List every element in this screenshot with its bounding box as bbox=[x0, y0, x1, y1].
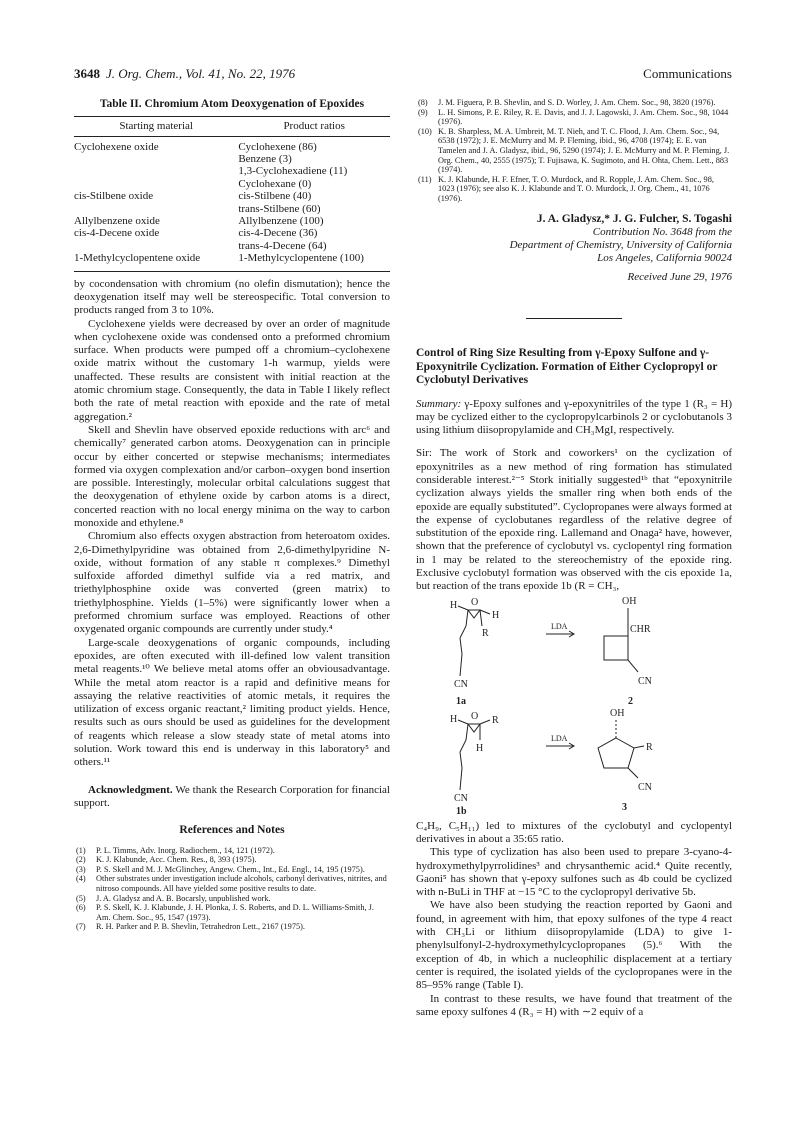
table-row bbox=[74, 203, 390, 215]
product-ratio-cell: cis-4-Decene (36) bbox=[238, 227, 318, 240]
arrow-2 bbox=[546, 734, 574, 749]
received-date: Received June 29, 1976 bbox=[627, 270, 732, 283]
reference-item bbox=[74, 846, 390, 856]
start-material-cell bbox=[74, 153, 238, 165]
section-divider bbox=[526, 318, 622, 319]
references-list-right bbox=[416, 98, 732, 204]
2-CHR: CHR bbox=[630, 623, 651, 635]
reference-number: (2) bbox=[76, 855, 86, 865]
1b-O: O bbox=[471, 710, 479, 722]
1a-O: O bbox=[471, 596, 479, 608]
reference-text: L. H. Simons, P. E. Riley, R. E. Davis, and J. J. Lagowski, J. Am. Chem. Soc., 98, 1044 (1976). bbox=[438, 107, 729, 127]
reference-number: (11) bbox=[418, 174, 432, 184]
paragraph: Large-scale deoxygenations of organic compounds, including epoxides, are often executed with ill-defined low valent transition metal reagents.¹⁰ We believe metal atoms offer an obviousadvantage. While the metal atom reactor is a rapid and definitive means for assaying the relative reactivities of atomic metals, it requires the utilization of excess organic reactant,² limiting product yields. Hence, results such as ours should be used as guidelines for the development of reagents which release a slow steady state of metal atoms into solution. Work toward this end is underway in this laboratory⁵ and others.¹¹ bbox=[74, 636, 390, 769]
1a-H-left: H bbox=[450, 599, 458, 611]
table-row bbox=[74, 215, 390, 227]
reference-text: R. H. Parker and P. B. Shevlin, Tetrahedron Lett., 2167 (1975). bbox=[96, 922, 305, 932]
arrow-1 bbox=[546, 622, 574, 637]
paragraph: Sir: The work of Stork and coworkers¹ on the cyclization of epoxynitriles as a new method of ring formation has stimulated considerable interest.²⁻⁵ Stork initially suggested¹ᵇ that “epoxynitrile cyclization always yields the smaller ring when both ends of the epoxide are equally substituted”. Cyclopropanes were always formed at the expense of cyclobutanes regardless of the relative degree of substitution of the epoxide ring. Lallemand and Onaga² have, however, shown that the preference of cyclobutyl vs. cyclopentyl ring formation in 1 may be related to the stereochemistry of the epoxide ring. Exclusive cyclobutyl formation was observed with the cis epoxide 1a, but reaction of the trans epoxide 1b (R = CH₃, bbox=[416, 447, 732, 593]
reaction-scheme bbox=[416, 596, 732, 816]
reagent-lda-1: LDA bbox=[551, 621, 568, 631]
1a-H-right: H bbox=[492, 609, 500, 621]
reference-item bbox=[74, 922, 390, 932]
table-row bbox=[74, 136, 390, 153]
compound-1a bbox=[450, 597, 499, 707]
product-ratio-cell: trans-4-Decene (64) bbox=[238, 239, 327, 252]
right-column bbox=[416, 98, 732, 1019]
left-body-text bbox=[74, 278, 390, 770]
reference-number: (5) bbox=[76, 893, 86, 903]
product-ratio-cell: cis-Stilbene (40) bbox=[238, 190, 312, 203]
page-header bbox=[74, 66, 732, 84]
table-row bbox=[74, 165, 390, 177]
table-header-product: Product ratios bbox=[238, 117, 390, 136]
section-label: Communications bbox=[643, 66, 732, 81]
reference-item bbox=[416, 98, 732, 108]
product-ratio-cell: Cyclohexane (0) bbox=[238, 177, 312, 190]
reference-text: K. J. Klabunde, H. F. Efner, T. O. Murdock, and R. Ropple, J. Am. Chem. Soc., 98, 1023 (1976); see also K. J. Klabunde and T. O. Murdock, J. Org. Chem., 41, 1076 (1976). bbox=[438, 174, 714, 203]
journal-citation: J. Org. Chem., Vol. 41, No. 22, 1976 bbox=[106, 66, 296, 81]
table-row bbox=[74, 240, 390, 252]
paragraph: Skell and Shevlin have observed epoxide reductions with arc⁶ and chemically⁷ generated carbon atoms. Deoxygenation can in principle occur by either concerted or stepwise mechanisms; intermediates formed via oxygen complexation and/or carbon–oxygen bond insertion are possible. Interestingly, molecular orbital calculations suggest that the deoxygenation of ethylene oxide by carbon atoms is a direct, concerted reaction with no local energy minima on the way to carbon monoxide and ethylene.⁸ bbox=[74, 423, 390, 529]
affiliation-line-1: Contribution No. 3648 from the bbox=[592, 225, 732, 238]
data-table bbox=[74, 116, 390, 264]
right-body-text-b bbox=[416, 820, 732, 1019]
paragraph: This type of cyclization has also been used to prepare 3-cyano-4-hydroxymethylpyrrolidines³ and chrysanthemic acid.⁴ Quite recently, Gaoni⁵ has shown that γ-epoxy sulfones such as 4b could be cyclized with n-BuLi in THF at −15 °C to the cyclopropyl derivative 5b. bbox=[416, 846, 732, 899]
start-material-cell: cis-Stilbene oxide bbox=[74, 190, 154, 203]
acknowledgment: Acknowledgment. We thank the Research Corporation for financial support. bbox=[74, 783, 390, 809]
paragraph: Chromium also effects oxygen abstraction from heteroatom oxides. 2,6-Dimethylpyridine was obtained from 2,6-dimethylpyridine N-oxide, without formation of any stable π complexes.⁹ Dimethyl sulfoxide afforded dimethyl sulfide via a red matrix, and triethylphosphine oxide was converted (green matrix) to triethylphosphine. Yields (1–5%) were significantly lower when a preformed chromium surface was employed. Reactions of other oxygenated organic compounds are currently under study.⁴ bbox=[74, 530, 390, 636]
compound-1b bbox=[450, 711, 499, 816]
reference-text: J. A. Gladysz and A. B. Bocarsly, unpublished work. bbox=[96, 893, 271, 903]
start-material-cell: Allylbenzene oxide bbox=[74, 215, 160, 228]
affiliation-line-2: Department of Chemistry, University of California bbox=[509, 239, 732, 252]
label-3: 3 bbox=[622, 801, 627, 813]
start-material-cell bbox=[74, 240, 238, 252]
start-material-cell bbox=[74, 203, 238, 215]
2-OH: OH bbox=[622, 595, 637, 607]
1b-H: H bbox=[450, 713, 458, 725]
reference-text: P. S. Skell, K. J. Klabunde, J. H. Plonka, J. S. Roberts, and D. L. Williams-Smith, J. Am. Chem. Soc., 95, 1547 (1973). bbox=[96, 903, 374, 922]
1b-CN: CN bbox=[454, 792, 468, 804]
paragraph: by cocondensation with chromium (no olefin dismutation); hence the deoxygenation itself may well be stereospecific. Total conversion to products ranged from 3 to 10%. bbox=[74, 277, 390, 317]
references-title: References and Notes bbox=[179, 824, 285, 837]
references-list-left bbox=[74, 846, 390, 932]
reference-item bbox=[74, 855, 390, 865]
table-row bbox=[74, 153, 390, 165]
reference-number: (10) bbox=[418, 126, 432, 136]
reference-number: (8) bbox=[418, 98, 428, 107]
reference-text: K. B. Sharpless, M. A. Umbreit, M. T. Nieh, and T. C. Flood, J. Am. Chem. Soc., 94, 6538 (1972); J. E. McMurry and M. P. Fleming, ibid., 96, 4708 (1974); E. E. van Tamelen and J. A. Gladysz, ibid., 96, 5290 (1974); J. E. McMurry and M. P. Fleming, J. Org. Chem., 40, 2555 (1975); T. Fujisawa, K. Sugimoto, and H. Ohta, Chem. Lett., 883 (1974). bbox=[438, 126, 730, 175]
reference-text: P. S. Skell and M. J. McGlinchey, Angew. Chem., Int., Ed. Engl., 14, 195 (1975). bbox=[96, 864, 365, 874]
product-ratio-cell: 1-Methylcyclopentene (100) bbox=[238, 252, 364, 265]
1b-H-lower: H bbox=[476, 742, 484, 754]
right-body-text-a bbox=[416, 447, 732, 593]
table-row bbox=[74, 252, 390, 264]
start-material-cell bbox=[74, 165, 238, 177]
product-ratio-cell: trans-Stilbene (60) bbox=[238, 202, 321, 215]
paragraph: We have also been studying the reaction reported by Gaoni and found, in agreement with him, that epoxy sulfones of the type 4 react with CH₃Li or lithium diisopropylamide (LDA) to give 1-phenylsulfonyl-2-hydroxymethylcyclopropanes (5).⁶ With the exception of 4b, in which a nucleophilic displacement at a tertiary center is required, the isolated yields of the cyclopropanes were in the 85–95% range (Table I). bbox=[416, 899, 732, 992]
compound-3 bbox=[598, 708, 653, 813]
scheme-drawing bbox=[416, 596, 732, 816]
paragraph: C₄H₉, C₅H₁₁) led to mixtures of the cyclobutyl and cyclopentyl derivatives in about a 35:65 ratio. bbox=[416, 819, 732, 845]
reference-number: (1) bbox=[76, 845, 86, 855]
summary: Summary: γ-Epoxy sulfones and γ-epoxynitriles of the type 1 (R₃ = H) may be cyclized either to the cyclopropylcarbinols 2 or cyclobutanols 3 using lithium diisopropylamide and CH₃MgI, respectively. bbox=[416, 397, 732, 437]
reference-item bbox=[74, 903, 390, 922]
reference-item bbox=[74, 874, 390, 893]
reference-item bbox=[416, 108, 732, 127]
reference-item bbox=[74, 894, 390, 904]
reference-number: (7) bbox=[76, 922, 86, 932]
start-material-cell bbox=[74, 178, 238, 190]
product-ratio-cell: Cyclohexene (86) bbox=[238, 140, 317, 153]
2-CN: CN bbox=[638, 675, 652, 687]
reference-text: J. M. Figuera, P. B. Shevlin, and S. D. Worley, J. Am. Chem. Soc., 98, 3820 (1976). bbox=[438, 98, 716, 107]
start-material-cell: 1-Methylcyclopentene oxide bbox=[74, 252, 201, 265]
table-row bbox=[74, 178, 390, 190]
reference-number: (4) bbox=[76, 874, 86, 884]
3-OH: OH bbox=[610, 707, 625, 719]
reference-number: (3) bbox=[76, 864, 86, 874]
1b-R: R bbox=[492, 714, 499, 726]
table-caption: Table II. Chromium Atom Deoxygenation of Epoxides bbox=[99, 98, 365, 110]
reagent-lda-2: LDA bbox=[551, 733, 568, 743]
1a-R: R bbox=[482, 627, 489, 639]
compound-2 bbox=[604, 596, 652, 707]
table-bottom-rule bbox=[74, 265, 390, 272]
label-1b: 1b bbox=[456, 805, 467, 816]
start-material-cell: cis-4-Decene oxide bbox=[74, 227, 160, 240]
3-CN: CN bbox=[638, 781, 652, 793]
reference-text: K. J. Klabunde, Acc. Chem. Res., 8, 393 (1975). bbox=[96, 855, 257, 865]
reference-item bbox=[74, 865, 390, 875]
start-material-cell: Cyclohexene oxide bbox=[74, 140, 159, 153]
reference-number: (6) bbox=[76, 903, 86, 913]
table-row bbox=[74, 227, 390, 239]
table-header-start: Starting material bbox=[74, 117, 238, 136]
reference-item bbox=[416, 127, 732, 175]
product-ratio-cell: 1,3-Cyclohexadiene (11) bbox=[238, 165, 348, 178]
3-R: R bbox=[646, 741, 653, 753]
product-ratio-cell: Benzene (3) bbox=[238, 153, 292, 165]
affiliation-line-3: Los Angeles, California 90024 bbox=[597, 252, 732, 265]
page-number: 3648 bbox=[74, 66, 100, 81]
reference-item bbox=[416, 175, 732, 204]
label-2: 2 bbox=[628, 695, 633, 707]
communication-title: Control of Ring Size Resulting from γ-Epoxy Sulfone and γ-Epoxynitrile Cyclization. Formation of Either Cyclopropyl or Cyclobutyl Derivatives bbox=[416, 347, 718, 387]
1a-CN: CN bbox=[454, 678, 468, 690]
reference-text: P. L. Timms, Adv. Inorg. Radiochem., 14, 121 (1972). bbox=[96, 845, 275, 855]
reference-text: Other substrates under investigation include alcohols, carbonyl derivatives, nitrites, and nitroso compounds. All have yielded some positive results to date. bbox=[96, 874, 387, 893]
table-row bbox=[74, 190, 390, 202]
product-ratio-cell: Allylbenzene (100) bbox=[238, 215, 324, 228]
authors: J. A. Gladysz,* J. G. Fulcher, S. Togashi bbox=[536, 212, 732, 225]
label-1a: 1a bbox=[456, 695, 466, 707]
paragraph: Cyclohexene yields were decreased by over an order of magnitude when cyclohexene oxide was condensed onto a preformed chromium surface. When products were pumped off a chromium–cyclohexene oxide matrix without the customary 1-h warmup, yields were unaffected. These results are consistent with initial reaction at the atomic chromium stage. Consequently, the data in Table I likely reflect both the rate of metal reaction with epoxide and the rate of metal aggregation.² bbox=[74, 317, 390, 423]
paragraph: In contrast to these results, we have found that treatment of the same epoxy sulfones 4 (R₃ = H) with ∼2 equiv of a bbox=[416, 992, 732, 1018]
left-column bbox=[74, 98, 390, 932]
reference-number: (9) bbox=[418, 107, 428, 117]
